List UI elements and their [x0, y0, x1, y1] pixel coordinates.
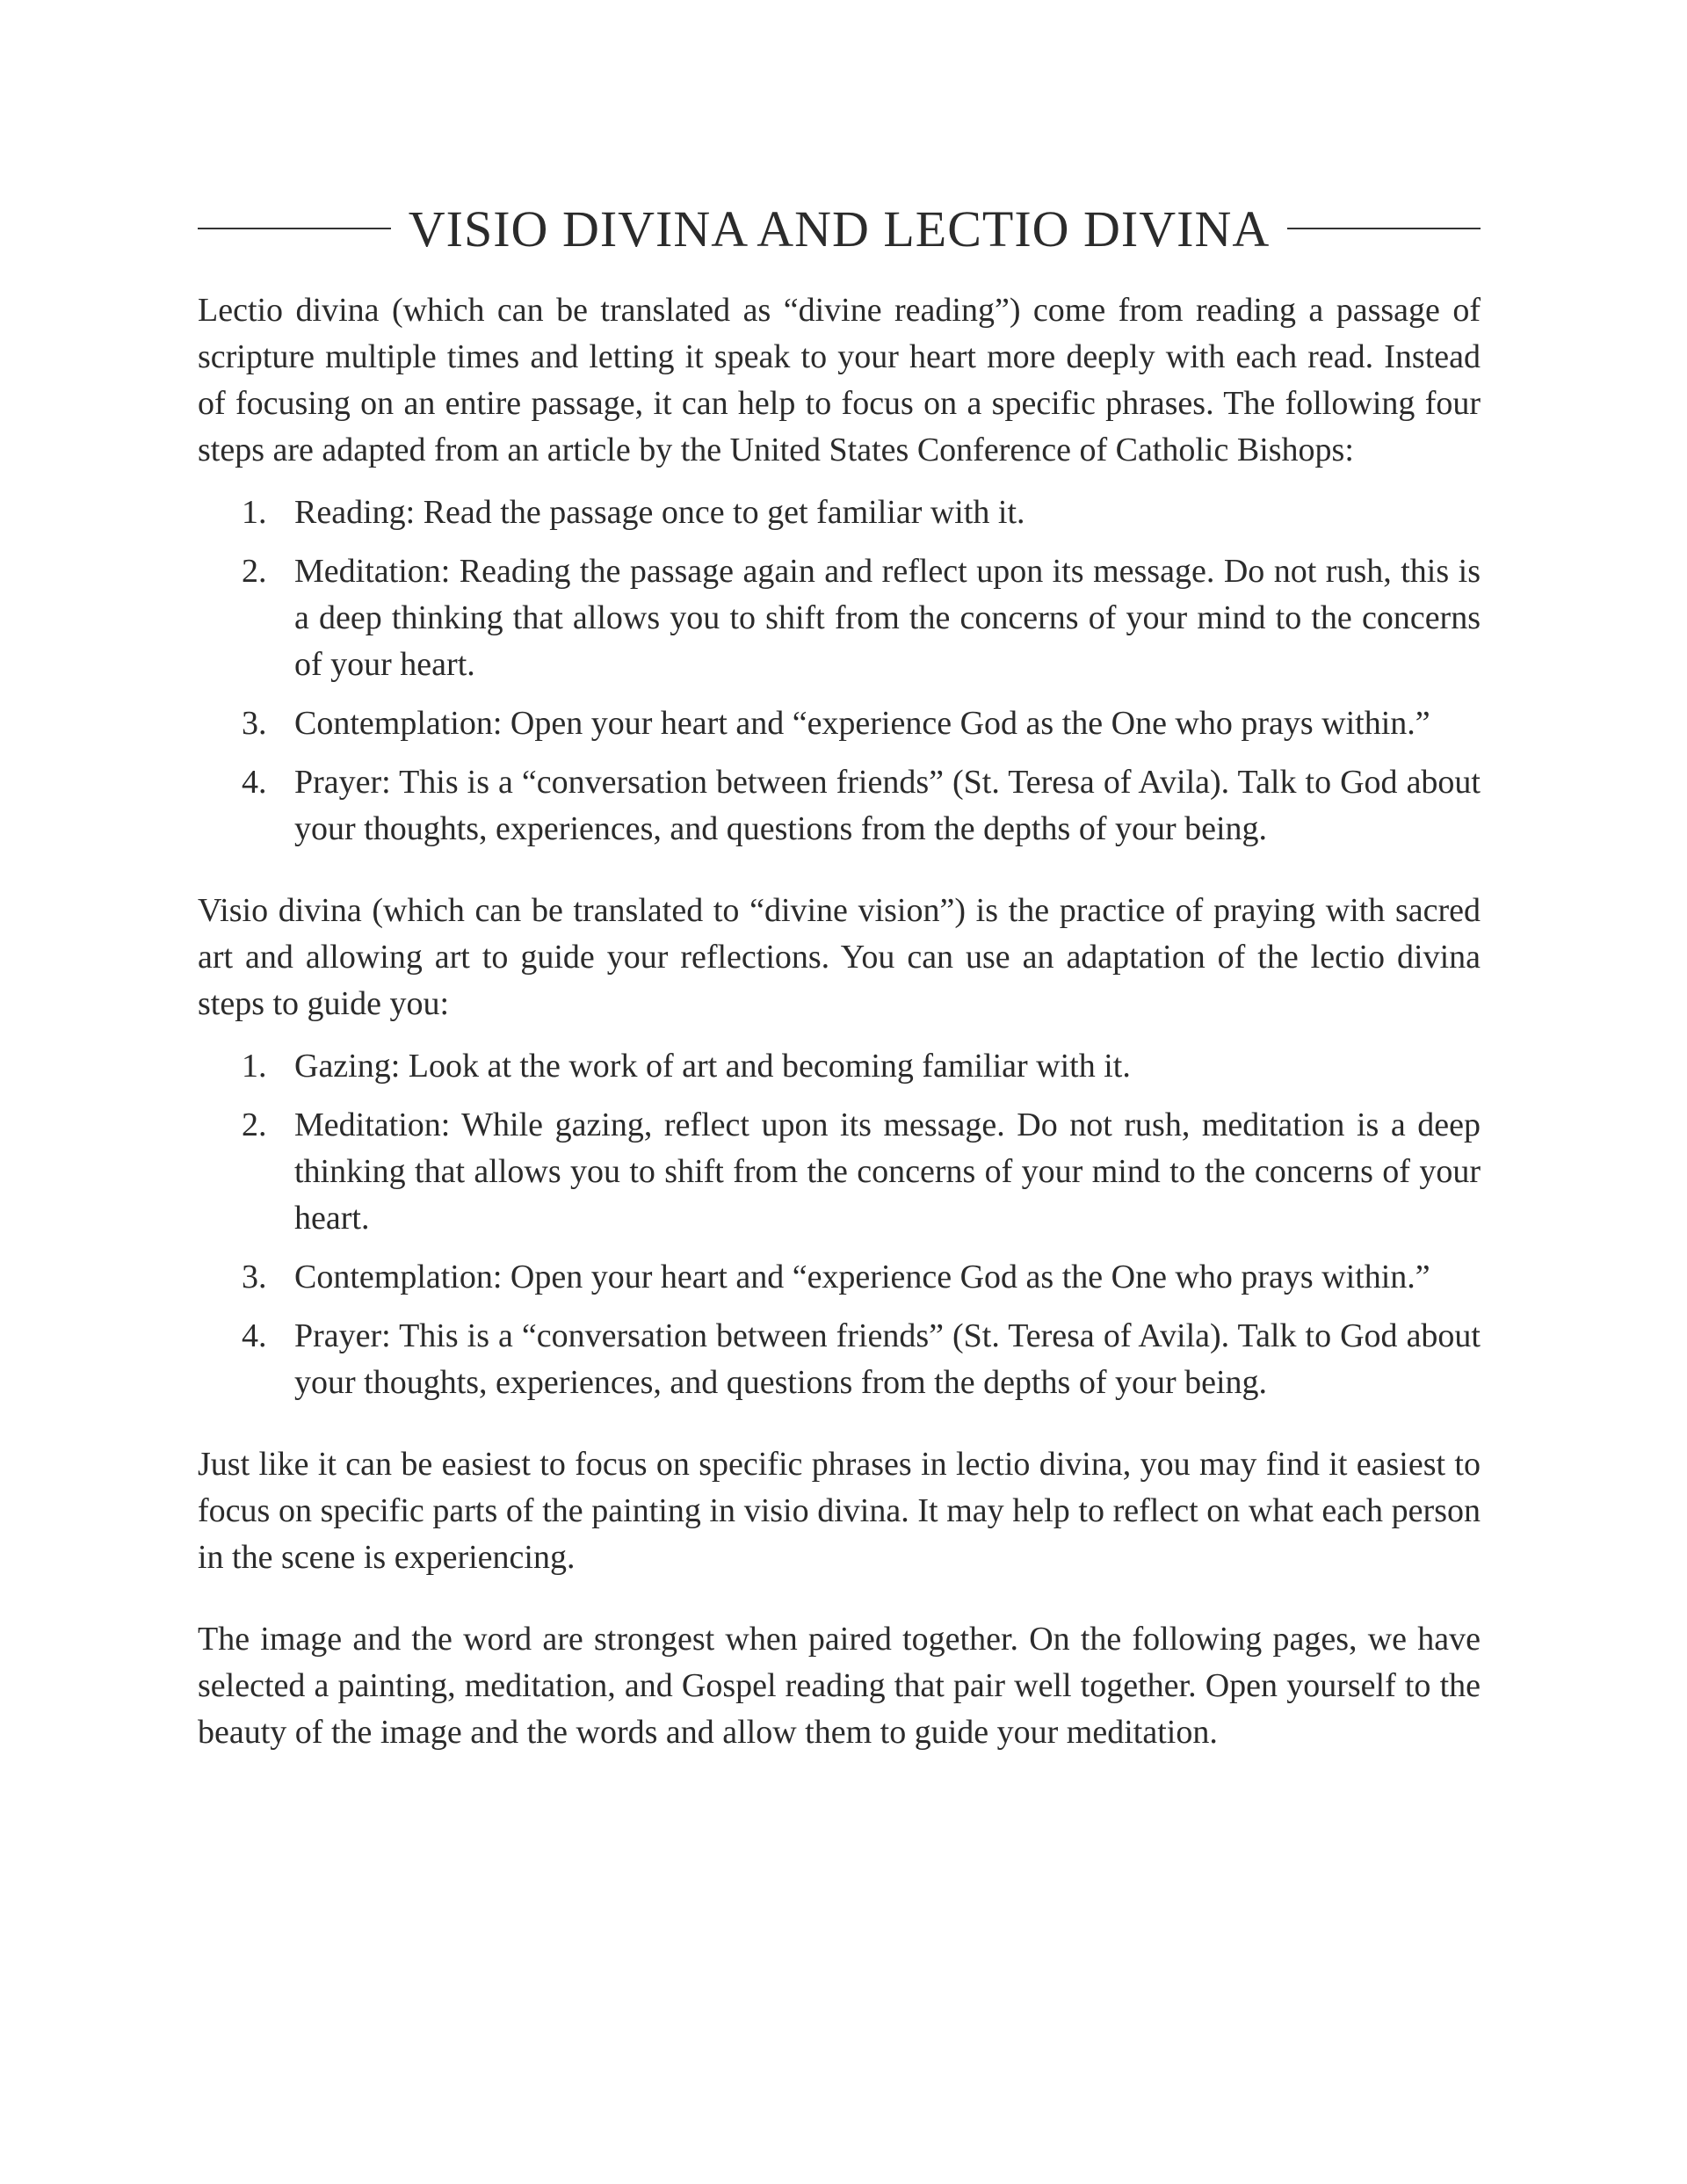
list-number: 3.: [242, 1259, 267, 1295]
list-item-text: Meditation: While gazing, reflect upon its message. Do not rush, meditation is a deep thinking that allows you to shift from the concerns of your mind to the concerns of your heart.: [294, 1107, 1481, 1237]
list-item-text: Prayer: This is a “conversation between friends” (St. Teresa of Avila). Talk to God about your thoughts, experiences, and questions from the depths of your being.: [294, 1317, 1481, 1401]
list-item: [198, 759, 1481, 853]
title-rule-right: [1287, 228, 1481, 229]
list-number: 4.: [242, 1317, 267, 1354]
list-item: [198, 1313, 1481, 1406]
list-item: [198, 1254, 1481, 1301]
list-item-text: Reading: Read the passage once to get familiar with it.: [294, 494, 1025, 531]
list-number: 1.: [242, 494, 267, 531]
closing-paragraph: The image and the word are strongest when paired together. On the following pages, we have selected a painting, meditation, and Gospel reading that pair well together. Open yourself to the beauty of the image and the words and allow them to guide your meditation.: [198, 1621, 1481, 1751]
lectio-intro-paragraph: Lectio divina (which can be translated as “divine reading”) come from reading a passage of scripture multiple times and letting it speak to your heart more deeply with each read. Instead of focusing on an entire passage, it can help to focus on a specific phrases. The following four steps are adapted from an article by the United States Conference of Catholic Bishops:: [198, 292, 1481, 468]
page-title: VISIO DIVINA AND LECTIO DIVINA: [408, 200, 1271, 258]
list-number: 4.: [242, 764, 267, 801]
focus-paragraph: Just like it can be easiest to focus on specific phrases in lectio divina, you may find it easiest to focus on specific parts of the painting in visio divina. It may help to reflect on what each person in the scene is experiencing.: [198, 1446, 1481, 1576]
list-item: [198, 1043, 1481, 1090]
list-item-text: Contemplation: Open your heart and “experience God as the One who prays within.”: [294, 1259, 1430, 1295]
list-number: 1.: [242, 1048, 267, 1085]
list-item-text: Prayer: This is a “conversation between friends” (St. Teresa of Avila). Talk to God about your thoughts, experiences, and questions from the depths of your being.: [294, 764, 1481, 847]
list-item-text: Contemplation: Open your heart and “experience God as the One who prays within.”: [294, 705, 1430, 742]
title-rule-left: [198, 228, 391, 229]
list-item: [198, 548, 1481, 688]
lectio-steps-list: [198, 490, 1481, 853]
list-item-text: Gazing: Look at the work of art and becoming familiar with it.: [294, 1048, 1131, 1085]
list-item: [198, 1102, 1481, 1242]
list-number: 2.: [242, 553, 267, 590]
document-page: [198, 189, 1481, 1756]
list-item-text: Meditation: Reading the passage again and reflect upon its message. Do not rush, this is a deep thinking that allows you to shift from the concerns of your mind to the concerns of your heart.: [294, 553, 1481, 683]
list-item: [198, 490, 1481, 536]
visio-intro-paragraph: Visio divina (which can be translated to “divine vision”) is the practice of praying with sacred art and allowing art to guide your reflections. You can use an adaptation of the lectio divina steps to guide you:: [198, 892, 1481, 1022]
list-number: 3.: [242, 705, 267, 742]
list-number: 2.: [242, 1107, 267, 1143]
list-item: [198, 700, 1481, 747]
title-row: [198, 189, 1481, 268]
visio-steps-list: [198, 1043, 1481, 1406]
